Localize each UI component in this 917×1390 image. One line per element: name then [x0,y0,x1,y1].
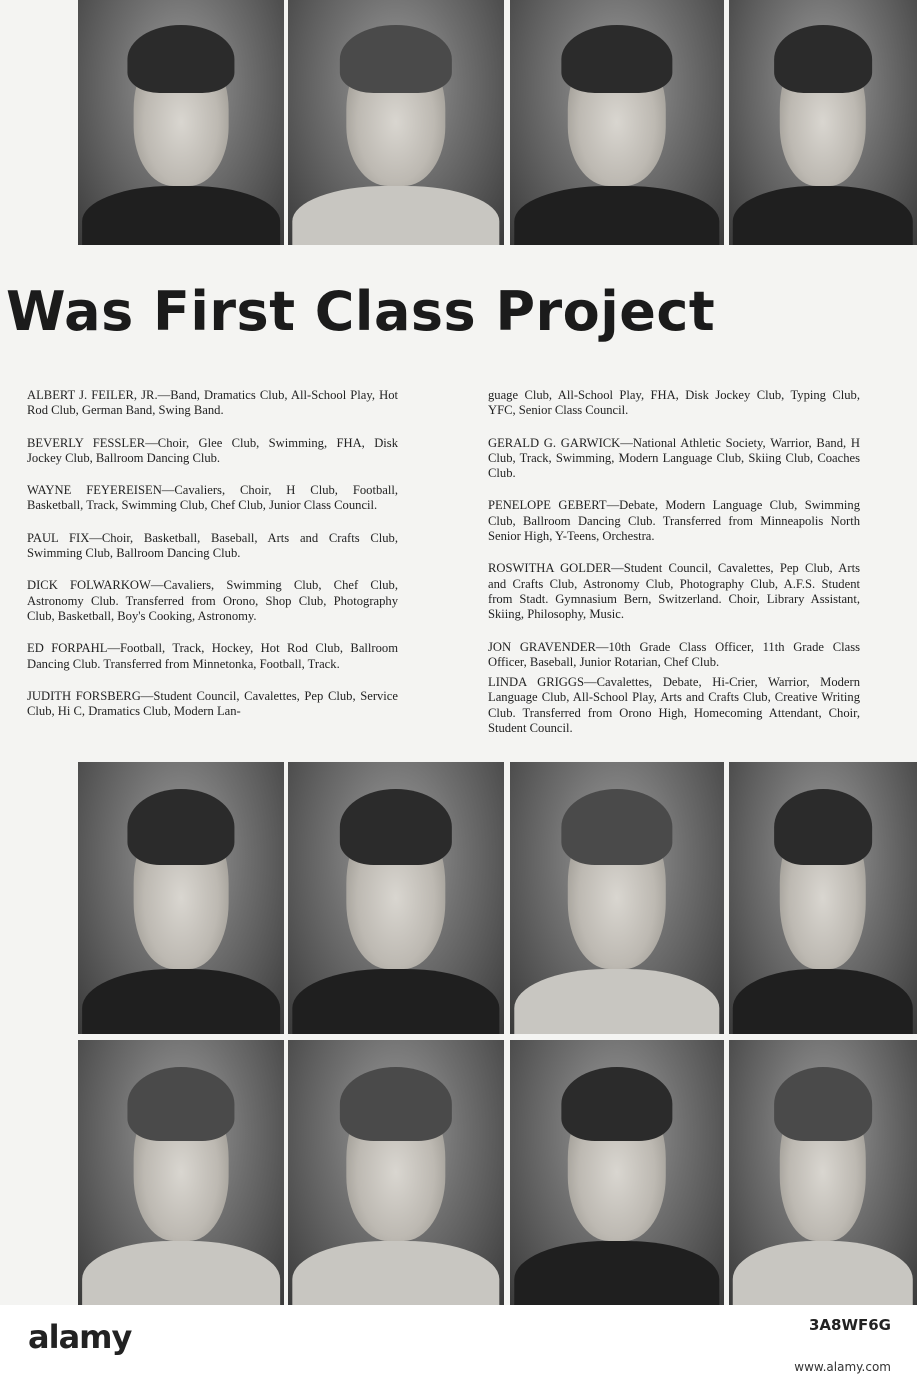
student-entry: GERALD G. GARWICK—National Athletic Society, Warrior, Band, H Club, Track, Swimming, Modern Language Club, Skiing Club, Coaches Club. [488,435,860,481]
portrait-photo [78,1040,284,1305]
student-entry: ED FORPAHL—Football, Track, Hockey, Hot Rod Club, Ballroom Dancing Club. Transferred from Minnetonka, Football, Track. [27,641,398,671]
student-entry: guage Club, All-School Play, FHA, Disk Jockey Club, Typing Club, YFC, Senior Class Council. [488,388,860,418]
page-headline: Was First Class Project [6,280,716,343]
student-entry: PAUL FIX—Choir, Basketball, Baseball, Arts and Crafts Club, Swimming Club, Ballroom Dancing Club. [27,530,398,561]
alamy-logo: alamy [28,1318,132,1356]
portrait-photo [510,1040,724,1305]
portrait-photo [288,762,504,1034]
student-entry: LINDA GRIGGS—Cavalettes, Debate, Hi-Crier, Warrior, Modern Language Club, All-School Play, Arts and Crafts Club, Creative Writing Club. Transferred from Orono High, Homecoming Attendant, Choir, Student Council. [488,675,860,736]
student-entry: JUDITH FORSBERG—Student Council, Cavalettes, Pep Club, Service Club, Hi C, Dramatics Club, Modern Lan- [27,688,398,719]
portrait-photo [78,0,284,245]
portrait-photo [729,762,917,1034]
portrait-photo [288,1040,504,1305]
watermark-footer [0,1305,917,1390]
student-entry: DICK FOLWARKOW—Cavaliers, Swimming Club, Chef Club, Astronomy Club. Transferred from Orono, Shop Club, Photography Club, Basketball, Boy's Cooking, Astronomy. [27,578,398,623]
portrait-photo [78,762,284,1034]
image-id: 3A8WF6G [808,1316,891,1334]
portrait-photo [729,0,917,245]
site-url: www.alamy.com [794,1360,891,1374]
student-entry: WAYNE FEYEREISEN—Cavaliers, Choir, H Club, Football, Basketball, Track, Swimming Club, Chef Club, Junior Class Council. [27,483,398,513]
student-entry: ROSWITHA GOLDER—Student Council, Cavalettes, Pep Club, Arts and Crafts Club, Astronomy Club, Photography Club, A.F.S. Student from Stadt. Gymnasium Bern, Switzerland. Choir, Library Assistant, Skiing, Philosophy, Music. [488,561,860,622]
portrait-photo [729,1040,917,1305]
student-entry: PENELOPE GEBERT—Debate, Modern Language Club, Swimming Club, Ballroom Dancing Club. Transferred from Minneapolis North Senior High, Y-Teens, Orchestra. [488,498,860,544]
portrait-photo [288,0,504,245]
student-entry: JON GRAVENDER—10th Grade Class Officer, 11th Grade Class Officer, Baseball, Junior Rotarian, Chef Club. [488,639,860,669]
text-column-left [27,388,398,736]
student-entry: BEVERLY FESSLER—Choir, Glee Club, Swimming, FHA, Disk Jockey Club, Ballroom Dancing Club. [27,435,398,465]
portrait-photo [510,0,724,245]
student-entry: ALBERT J. FEILER, JR.—Band, Dramatics Club, All-School Play, Hot Rod Club, German Band, Swing Band. [27,388,398,418]
text-column-right [488,388,860,753]
portrait-photo [510,762,724,1034]
